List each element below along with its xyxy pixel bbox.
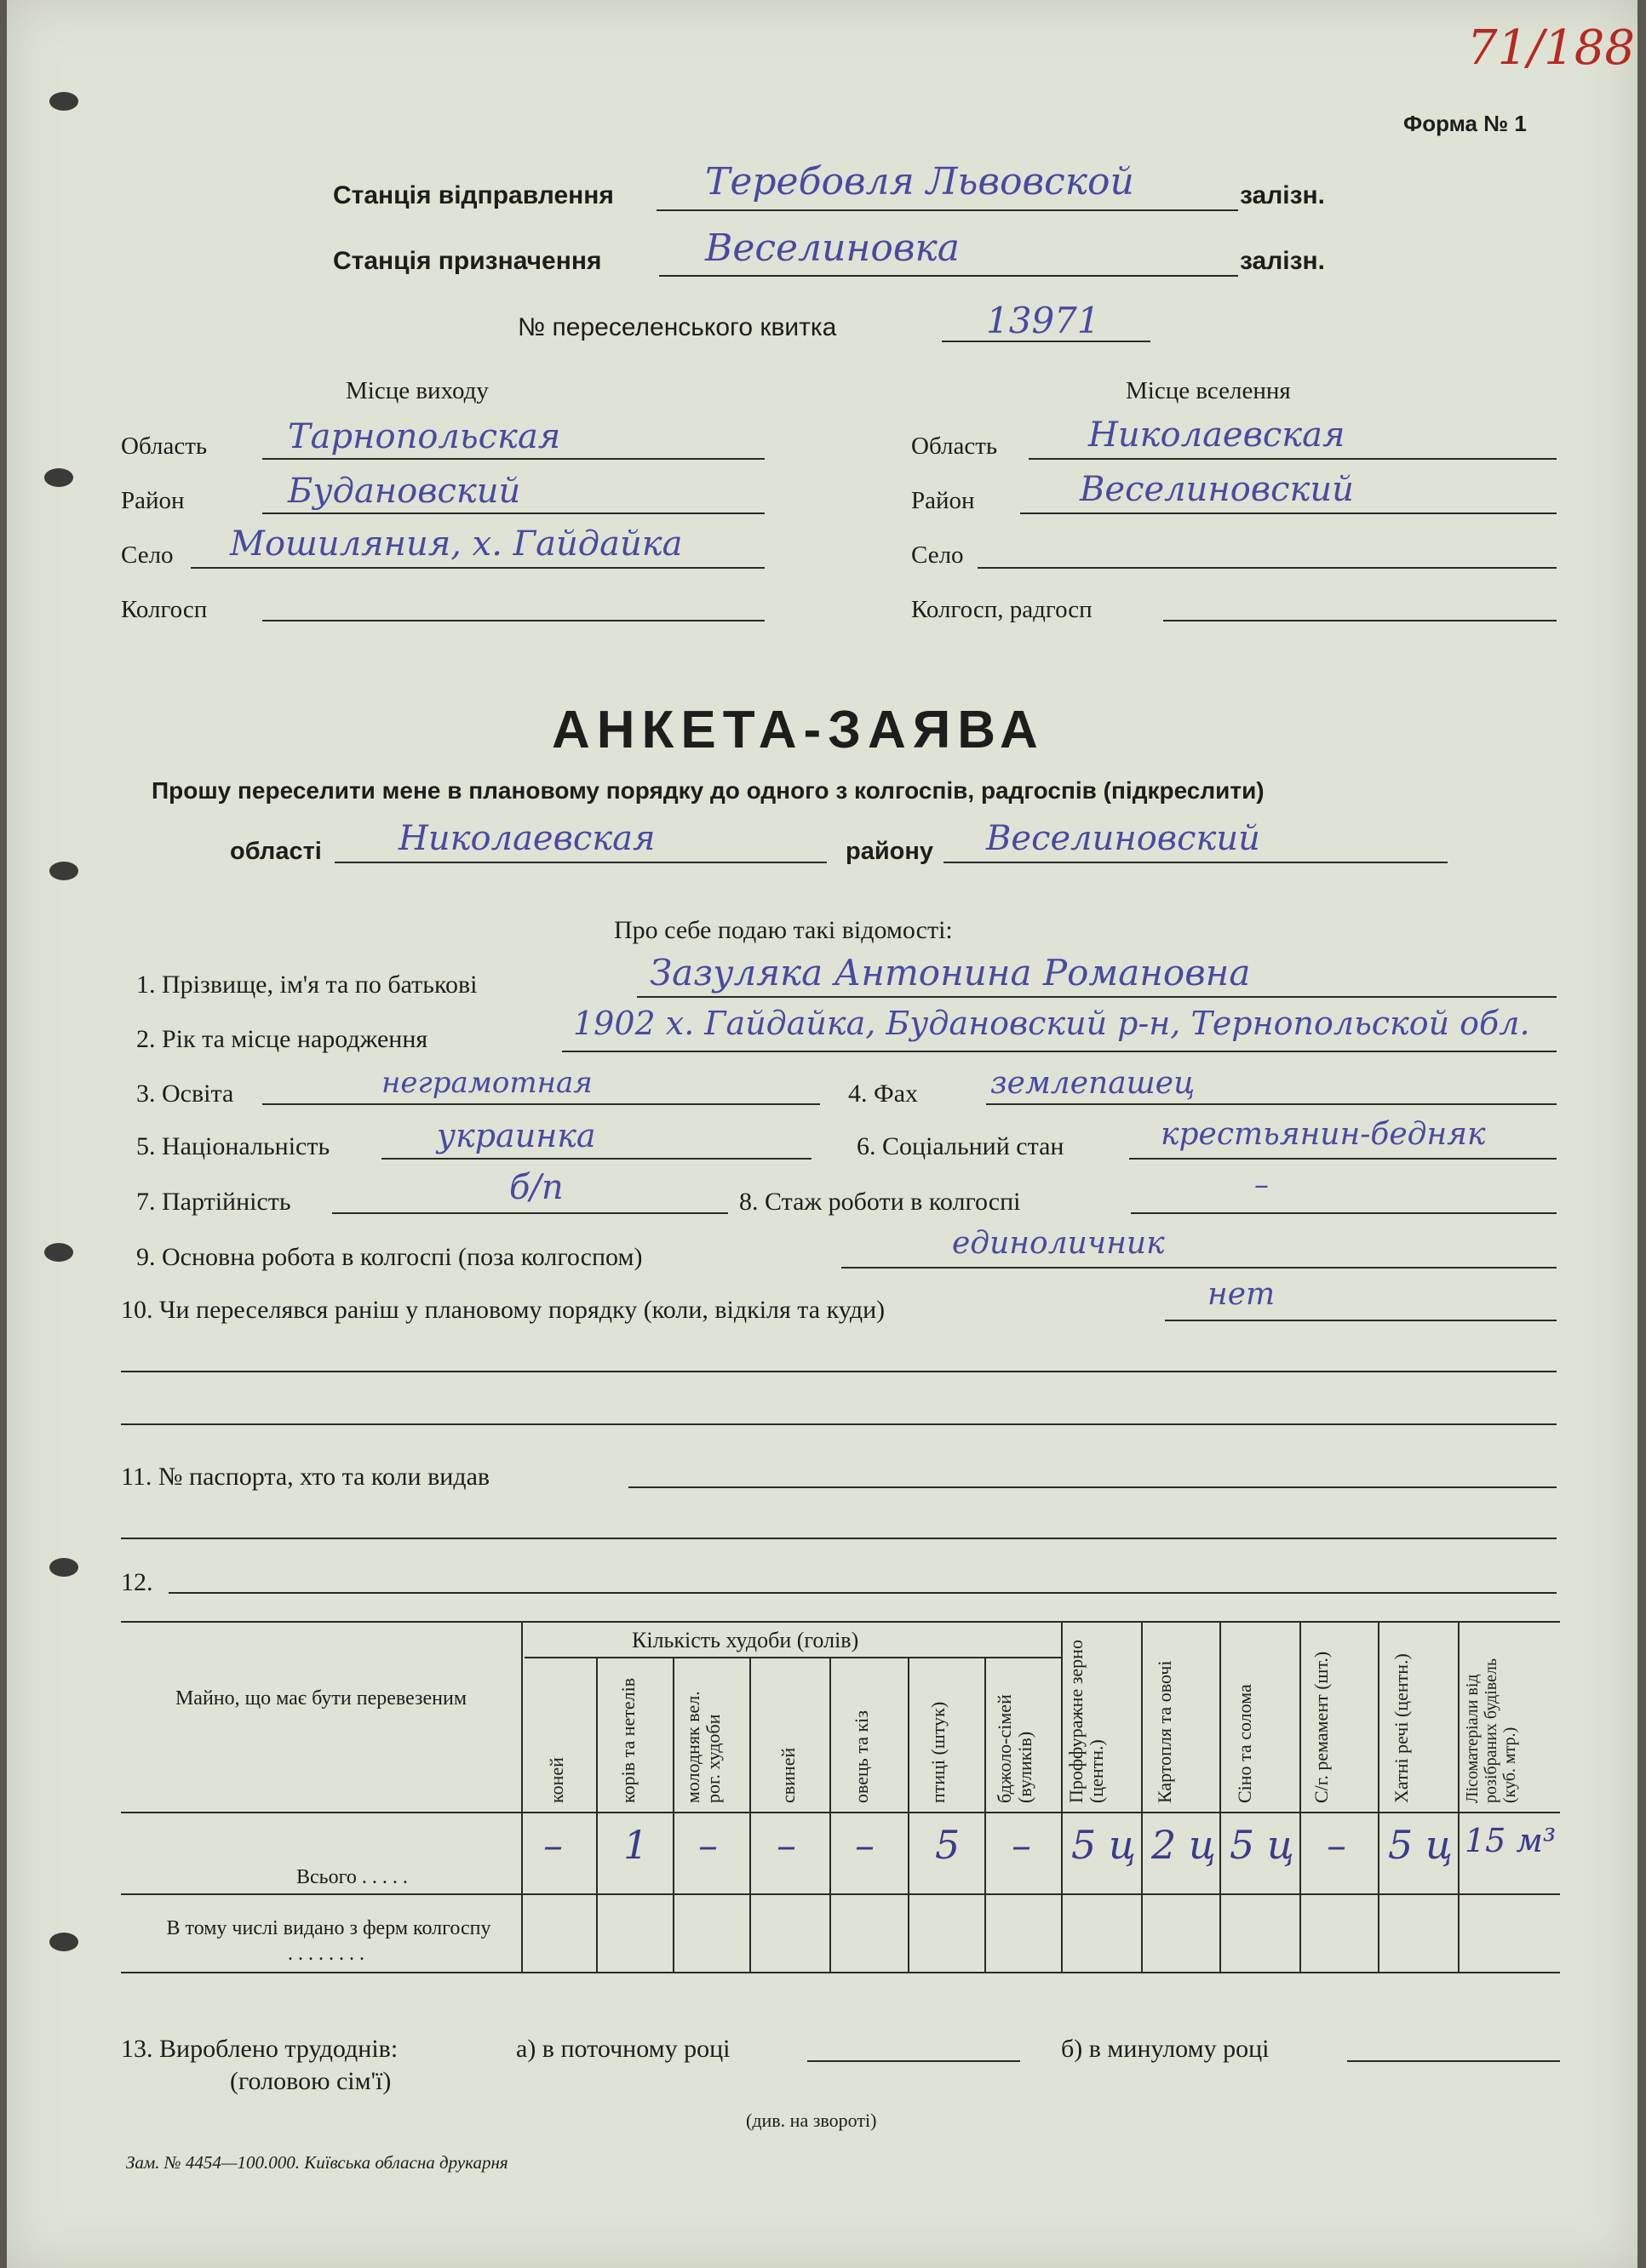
col-grain: Проффуражне зерно (центн.) — [1065, 1640, 1107, 1803]
printer-imprint: Зам. № 4454—100.000. Київська обласна друкарня — [126, 2152, 508, 2173]
destination-heading: Місце вселення — [1126, 377, 1291, 404]
departure-suffix: залізн. — [1240, 181, 1325, 209]
destination-kolkhoz-label: Колгосп, радгосп — [911, 596, 1093, 623]
info-heading: Про себе подаю такі відомості: — [614, 916, 953, 944]
binding-hole — [49, 1558, 78, 1577]
form-title: АНКЕТА-ЗАЯВА — [552, 701, 1045, 759]
total-sheep-goats: – — [855, 1822, 875, 1868]
binding-hole — [49, 862, 78, 880]
total-horses: – — [543, 1822, 563, 1868]
q4-value: землепашец — [990, 1066, 1196, 1101]
property-header: Майно, що має бути перевезеним — [175, 1687, 467, 1710]
col-horses: коней — [546, 1757, 567, 1803]
origin-district-value: Будановский — [288, 472, 521, 511]
request-region-value: Николаевская — [399, 819, 656, 858]
col-sheep-goats: овець та кіз — [851, 1710, 872, 1803]
total-cows: 1 — [623, 1822, 649, 1868]
livestock-header: Кількість худоби (голів) — [632, 1628, 859, 1652]
q2-value: 1902 х. Гайдайка, Будановский р-н, Тернопольской обл. — [573, 1005, 1530, 1042]
request-text: Прошу переселити мене в плановому порядку до одного з колгоспів, радгоспів (підкреслити) — [152, 777, 1265, 804]
total-potatoes: 2 ц — [1151, 1822, 1216, 1868]
origin-village-value: Мошиляния, х. Гайдайка — [230, 524, 683, 564]
destination-region-label: Область — [911, 432, 998, 460]
total-hay: 5 ц — [1230, 1822, 1294, 1868]
q3-label: 3. Освіта — [136, 1080, 234, 1108]
col-equipment: С/г. ремамент (шт.) — [1310, 1651, 1332, 1803]
binding-hole — [44, 468, 73, 487]
workdays-current: а) в поточному році — [516, 2035, 731, 2063]
total-bee-families: – — [1012, 1822, 1031, 1868]
workdays-sublabel: (головою сім'ї) — [230, 2067, 392, 2095]
total-label: Всього ..... — [296, 1866, 413, 1888]
q5-label: 5. Національність — [136, 1132, 330, 1160]
col-bee-families: бджоло-сімей (вуликів) — [994, 1694, 1035, 1803]
origin-heading: Місце виходу — [346, 377, 489, 404]
total-young-cattle: – — [698, 1822, 718, 1868]
q4-label: 4. Фах — [848, 1080, 919, 1108]
q1-value: Зазуляка Антонина Романовна — [650, 952, 1251, 994]
q12-label: 12. — [121, 1568, 153, 1596]
total-timber: 15 м³ — [1465, 1822, 1557, 1859]
form-sheet — [7, 0, 1637, 2268]
ticket-label: № переселенського квитка — [518, 313, 837, 341]
workdays-label: 13. Вироблено трудоднів: — [121, 2035, 399, 2063]
origin-region-value: Тарнопольская — [288, 417, 561, 456]
departure-label: Станція відправлення — [333, 181, 614, 209]
total-poultry: 5 — [935, 1822, 961, 1868]
q7-value: б/п — [509, 1168, 564, 1207]
origin-village-label: Село — [121, 541, 174, 569]
total-pigs: – — [777, 1822, 796, 1868]
col-timber: Лісоматеріали від розібраних будівель (куб. мтр.) — [1463, 1658, 1519, 1803]
total-household: 5 ц — [1388, 1822, 1453, 1868]
q7-label: 7. Партійність — [136, 1188, 291, 1216]
q6-value: крестьянин-бедняк — [1161, 1117, 1486, 1152]
col-household: Хатні речі (центн.) — [1391, 1653, 1412, 1803]
farm-label: В тому числі видано з ферм колгоспу ........ — [166, 1917, 491, 1965]
archive-number: 71/188 — [1467, 20, 1636, 76]
destination-region-value: Николаевская — [1088, 415, 1345, 455]
col-poultry: птиці (штук) — [927, 1701, 949, 1803]
request-region-label: області — [230, 838, 322, 865]
origin-kolkhoz-label: Колгосп — [121, 596, 208, 623]
origin-district-label: Район — [121, 487, 185, 514]
q10-value: нет — [1207, 1277, 1276, 1312]
q3-value: неграмотная — [381, 1066, 593, 1100]
see-reverse: (див. на звороті) — [746, 2110, 877, 2131]
col-hay: Сіно та солома — [1234, 1684, 1255, 1803]
destination-station-suffix: залізн. — [1240, 247, 1325, 275]
origin-region-label: Область — [121, 432, 208, 460]
q1-label: 1. Прізвище, ім'я та по батькові — [136, 971, 478, 999]
destination-district-value: Веселиновский — [1080, 470, 1354, 509]
q11-label: 11. № паспорта, хто та коли видав — [121, 1463, 490, 1491]
q2-label: 2. Рік та місце народження — [136, 1025, 428, 1053]
q9-value: единоличник — [952, 1226, 1165, 1261]
col-pigs: свиней — [777, 1747, 799, 1803]
col-young-cattle: молодняк вел. рог. худоби — [682, 1691, 724, 1803]
col-cows: корів та нетелів — [617, 1677, 639, 1803]
binding-hole — [44, 1243, 73, 1262]
col-potatoes: Картопля та овочі — [1154, 1660, 1175, 1803]
ticket-value: 13971 — [986, 300, 1100, 341]
workdays-previous: б) в минулому році — [1061, 2035, 1270, 2063]
q6-label: 6. Соціальний стан — [857, 1132, 1064, 1160]
destination-district-label: Район — [911, 487, 975, 514]
departure-value: Теребовля Львовской — [705, 160, 1134, 203]
destination-station-label: Станція призначення — [333, 247, 602, 275]
q9-label: 9. Основна робота в колгоспі (поза колгоспом) — [136, 1243, 643, 1271]
request-district-label: району — [846, 838, 934, 865]
binding-hole — [49, 92, 78, 111]
q8-label: 8. Стаж роботи в колгоспі — [739, 1188, 1021, 1216]
form-label: Форма № 1 — [1403, 111, 1527, 136]
total-equipment: – — [1327, 1822, 1346, 1868]
destination-station-value: Веселиновка — [705, 226, 960, 270]
total-grain: 5 ц — [1071, 1822, 1136, 1868]
destination-village-label: Село — [911, 541, 964, 569]
binding-hole — [49, 1933, 78, 1951]
q5-value: украинка — [437, 1117, 596, 1154]
q8-value: – — [1254, 1168, 1269, 1202]
q10-label: 10. Чи переселявся раніш у плановому порядку (коли, відкіля та куди) — [121, 1296, 886, 1324]
request-district-value: Веселиновский — [986, 819, 1260, 858]
